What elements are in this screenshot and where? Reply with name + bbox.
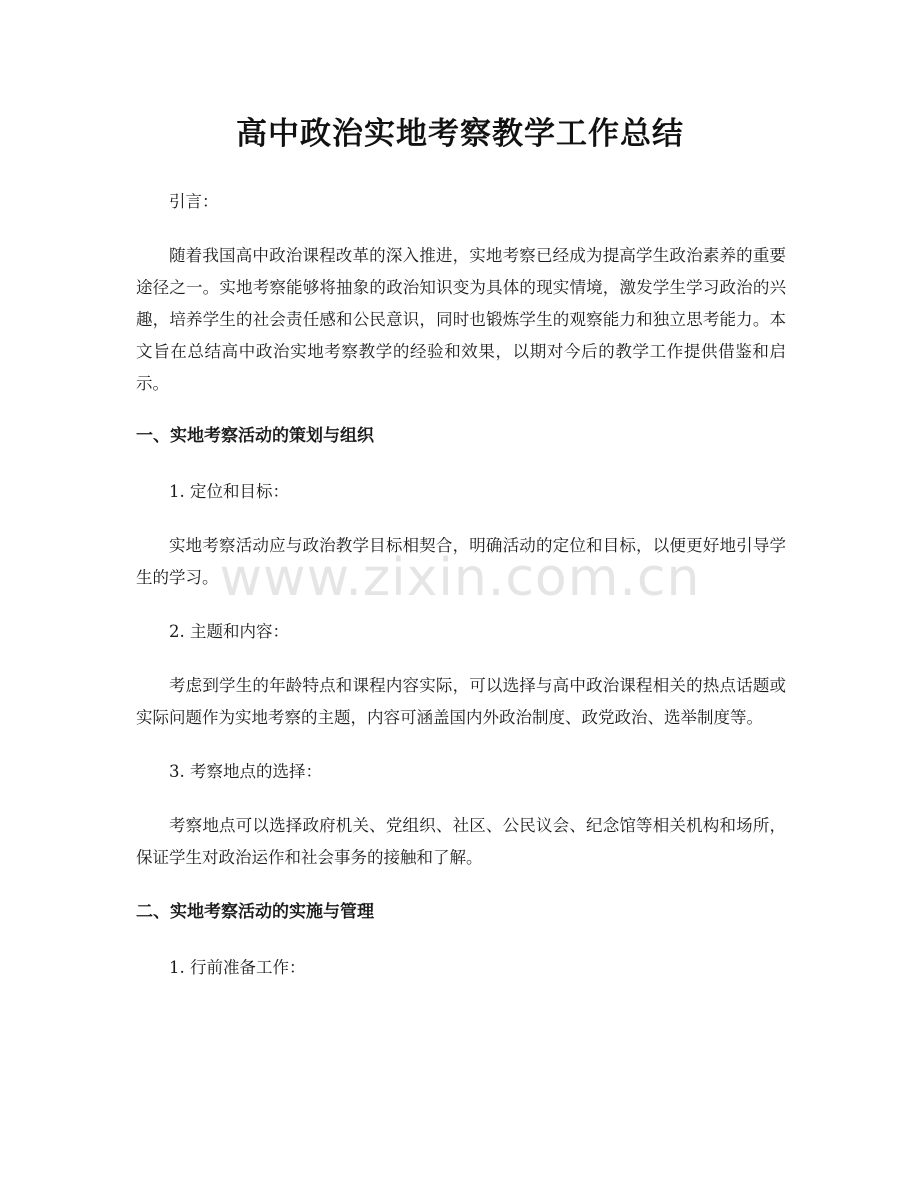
paragraph: 考虑到学生的年龄特点和课程内容实际，可以选择与高中政治课程相关的热点话题或实际问题作为实地考察的主题，内容可涵盖国内外政治制度、政党政治、选举制度等。 — [136, 676, 786, 727]
section-heading: 一、实地考察活动的策划与组织 — [136, 426, 374, 446]
subheading: 3. 考察地点的选择： — [169, 762, 322, 781]
section-heading: 二、实地考察活动的实施与管理 — [136, 902, 374, 922]
subheading: 1. 行前准备工作： — [169, 958, 306, 977]
paragraph: 考察地点可以选择政府机关、党组织、社区、公民议会、纪念馆等相关机构和场所，保证学生对政治运作和社会事务的接触和了解。 — [136, 816, 786, 867]
section-2 — [136, 896, 786, 984]
section-1 — [136, 420, 786, 874]
intro-label: 引言： — [169, 192, 219, 211]
paragraph: 实地考察活动应与政治教学目标相契合，明确活动的定位和目标，以便更好地引导学生的学习。 — [136, 536, 786, 587]
subheading: 1. 定位和目标： — [169, 482, 289, 501]
document-body — [136, 186, 786, 1006]
subheading: 2. 主题和内容： — [169, 622, 289, 641]
intro-paragraph: 随着我国高中政治课程改革的深入推进，实地考察已经成为提高学生政治素养的重要途径之一。实地考察能够将抽象的政治知识变为具体的现实情境，激发学生学习政治的兴趣，培养学生的社会责任感和公民意识，同时也锻炼学生的观察能力和独立思考能力。本文旨在总结高中政治实地考察教学的经验和效果，以期对今后的教学工作提供借鉴和启示。 — [136, 246, 786, 393]
document-title: 高中政治实地考察教学工作总结 — [236, 116, 684, 152]
watermark: www.zixin.com.cn — [219, 548, 701, 608]
